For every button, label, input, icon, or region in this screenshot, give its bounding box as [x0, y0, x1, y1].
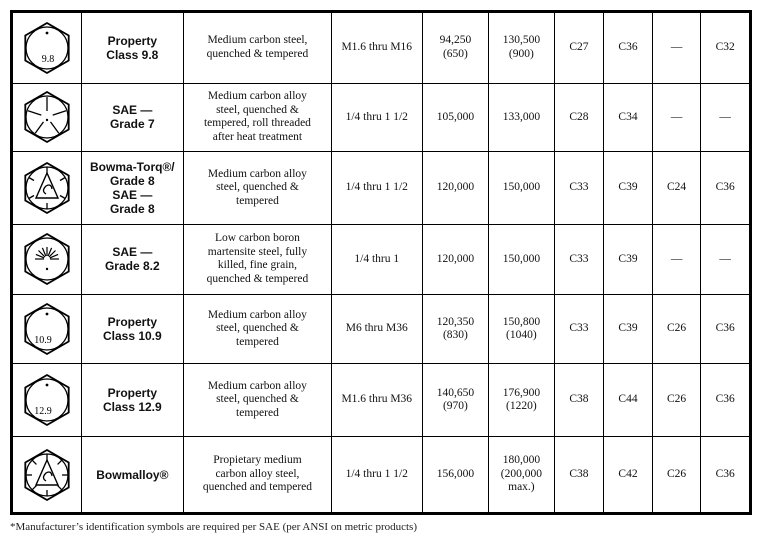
table-row	[13, 224, 750, 295]
core-hardness-max-cell: C39	[604, 224, 653, 295]
tensile-strength-cell: 130,500 (900)	[489, 13, 554, 84]
head-marking-cell	[13, 224, 82, 295]
core-hardness-max-cell: C44	[604, 363, 653, 437]
surface-hardness-max-cell: C36	[701, 295, 750, 364]
head-marking-cell	[13, 13, 82, 84]
head-marking-cell	[13, 363, 82, 437]
size-range-cell: 1/4 thru 1 1/2	[331, 83, 422, 152]
proof-load-cell: 120,000	[422, 152, 489, 225]
surface-hardness-min-cell: —	[652, 83, 701, 152]
grade-cell: Bowmalloy®	[81, 437, 183, 513]
hex-head-bowma-torq-icon	[19, 160, 75, 216]
surface-hardness-max-cell: C36	[701, 363, 750, 437]
head-marking-cell	[13, 437, 82, 513]
proof-load-cell: 156,000	[422, 437, 489, 513]
material-cell: Propietary medium carbon alloy steel, quenched and tempered	[184, 437, 332, 513]
grade-cell: Property Class 10.9	[81, 295, 183, 364]
surface-hardness-max-cell: —	[701, 83, 750, 152]
surface-hardness-min-cell: C26	[652, 437, 701, 513]
table-body	[13, 13, 750, 513]
size-range-cell: 1/4 thru 1 1/2	[331, 152, 422, 225]
surface-hardness-min-cell: —	[652, 13, 701, 84]
bolt-grade-table-frame	[10, 10, 752, 515]
proof-load-cell: 120,350 (830)	[422, 295, 489, 364]
core-hardness-max-cell: C42	[604, 437, 653, 513]
surface-hardness-max-cell: C36	[701, 437, 750, 513]
table-row	[13, 152, 750, 225]
material-cell: Medium carbon alloy steel, quenched & tempered	[184, 152, 332, 225]
tensile-strength-cell: 150,000	[489, 152, 554, 225]
table-row	[13, 295, 750, 364]
tensile-strength-cell: 176,900 (1220)	[489, 363, 554, 437]
core-hardness-min-cell: C38	[554, 363, 604, 437]
surface-hardness-max-cell: —	[701, 224, 750, 295]
grade-cell: Bowma-Torq®/ Grade 8 SAE — Grade 8	[81, 152, 183, 225]
material-cell: Medium carbon steel, quenched & tempered	[184, 13, 332, 84]
size-range-cell: 1/4 thru 1 1/2	[331, 437, 422, 513]
proof-load-cell: 105,000	[422, 83, 489, 152]
material-cell: Medium carbon alloy steel, quenched & tempered, roll threaded after heat treatment	[184, 83, 332, 152]
core-hardness-min-cell: C33	[554, 295, 604, 364]
grade-cell: Property Class 9.8	[81, 13, 183, 84]
head-marking-cell	[13, 295, 82, 364]
proof-load-cell: 140,650 (970)	[422, 363, 489, 437]
hex-head-class-10-9-icon	[19, 301, 75, 357]
core-hardness-min-cell: C28	[554, 83, 604, 152]
size-range-cell: M1.6 thru M36	[331, 363, 422, 437]
core-hardness-min-cell: C27	[554, 13, 604, 84]
hex-head-class-9-8-icon	[19, 20, 75, 76]
tensile-strength-cell: 133,000	[489, 83, 554, 152]
size-range-cell: M1.6 thru M16	[331, 13, 422, 84]
grade-cell: SAE — Grade 8.2	[81, 224, 183, 295]
material-cell: Medium carbon alloy steel, quenched & tempered	[184, 363, 332, 437]
surface-hardness-min-cell: C26	[652, 295, 701, 364]
tensile-strength-cell: 150,000	[489, 224, 554, 295]
core-hardness-max-cell: C39	[604, 152, 653, 225]
tensile-strength-cell: 150,800 (1040)	[489, 295, 554, 364]
size-range-cell: M6 thru M36	[331, 295, 422, 364]
tensile-strength-cell: 180,000 (200,000 max.)	[489, 437, 554, 513]
surface-hardness-min-cell: —	[652, 224, 701, 295]
bolt-grade-table	[12, 12, 750, 513]
surface-hardness-min-cell: C26	[652, 363, 701, 437]
hex-head-bowmalloy-icon	[19, 447, 75, 503]
hex-head-grade-7-icon	[19, 89, 75, 145]
material-cell: Medium carbon alloy steel, quenched & tempered	[184, 295, 332, 364]
head-marking-label: 9.8	[41, 53, 55, 65]
proof-load-cell: 94,250 (650)	[422, 13, 489, 84]
core-hardness-max-cell: C39	[604, 295, 653, 364]
footnote: *Manufacturer’s identification symbols are required per SAE (per ANSI on metric products)	[10, 521, 417, 533]
hex-head-grade-8-2-icon	[19, 231, 75, 287]
surface-hardness-max-cell: C32	[701, 13, 750, 84]
head-marking-cell	[13, 83, 82, 152]
core-hardness-max-cell: C34	[604, 83, 653, 152]
head-marking-label: 12.9	[34, 406, 52, 418]
core-hardness-min-cell: C38	[554, 437, 604, 513]
grade-cell: SAE — Grade 7	[81, 83, 183, 152]
table-row	[13, 437, 750, 513]
core-hardness-max-cell: C36	[604, 13, 653, 84]
size-range-cell: 1/4 thru 1	[331, 224, 422, 295]
hex-head-class-12-9-icon	[19, 372, 75, 428]
proof-load-cell: 120,000	[422, 224, 489, 295]
head-marking-label: 10.9	[34, 335, 52, 347]
table-row	[13, 13, 750, 84]
surface-hardness-max-cell: C36	[701, 152, 750, 225]
grade-cell: Property Class 12.9	[81, 363, 183, 437]
head-marking-cell	[13, 152, 82, 225]
material-cell: Low carbon boron martensite steel, fully killed, fine grain, quenched & tempered	[184, 224, 332, 295]
table-row	[13, 363, 750, 437]
core-hardness-min-cell: C33	[554, 152, 604, 225]
core-hardness-min-cell: C33	[554, 224, 604, 295]
surface-hardness-min-cell: C24	[652, 152, 701, 225]
table-row	[13, 83, 750, 152]
